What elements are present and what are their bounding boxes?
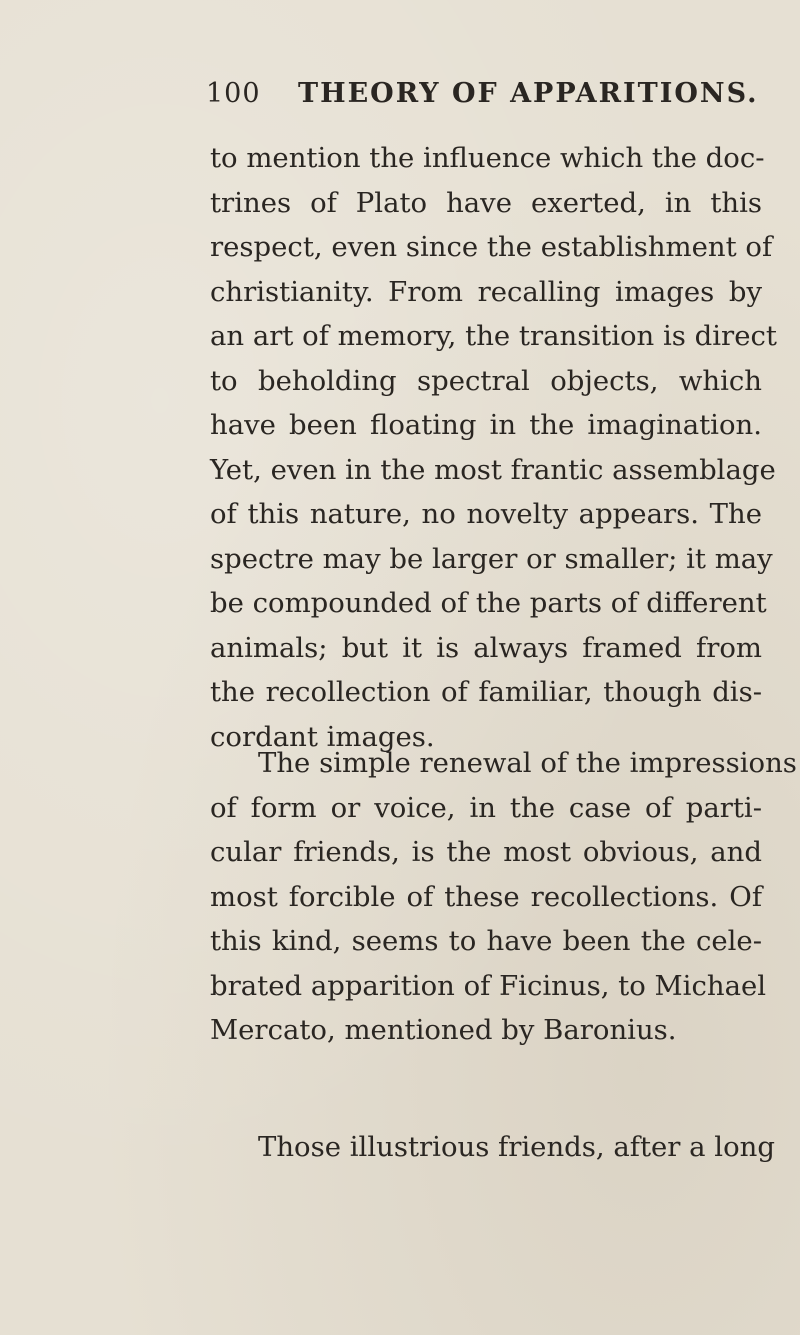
text-line: have been floating in the imagination. xyxy=(210,409,762,441)
paragraph-1 xyxy=(210,136,777,759)
running-head xyxy=(206,78,766,109)
text-line: Those illustrious friends, after a long xyxy=(258,1131,775,1163)
text-line: of form or voice, in the case of parti- xyxy=(210,791,762,824)
text-line: to mention the influence which the doc- xyxy=(210,142,765,174)
text-line: animals; but it is always framed from xyxy=(210,631,762,664)
text-line: cular friends, is the most obvious, and xyxy=(210,836,762,868)
text-line: of this nature, no novelty appears. The xyxy=(210,498,762,530)
page-number: 100 xyxy=(206,78,261,109)
text-line: an art of memory, the transition is direct xyxy=(210,320,777,352)
text-line: Yet, even in the most frantic assemblage xyxy=(210,453,776,486)
paragraph-2 xyxy=(210,741,797,1053)
text-line: to beholding spectral objects, which xyxy=(210,364,762,397)
text-line: most forcible of these recollections. Of xyxy=(210,880,762,913)
text-line: respect, even since the establishment of xyxy=(210,231,773,263)
text-line: spectre may be larger or smaller; it may xyxy=(210,542,773,575)
text-line: be compounded of the parts of different xyxy=(210,587,767,619)
text-line: trines of Plato have exerted, in this xyxy=(210,186,762,219)
text-line: this kind, seems to have been the cele- xyxy=(210,925,762,957)
text-line: the recollection of familiar, though dis- xyxy=(210,676,762,708)
text-line: brated apparition of Ficinus, to Michael xyxy=(210,969,767,1002)
text-line: christianity. From recalling images by xyxy=(210,275,762,308)
paragraph-3 xyxy=(210,1125,775,1170)
text-line: Mercato, mentioned by Baronius. xyxy=(210,1014,677,1046)
running-title: THEORY OF APPARITIONS. xyxy=(298,78,759,109)
text-line: cordant images. xyxy=(210,720,435,753)
text-line: The simple renewal of the impressions xyxy=(258,747,797,779)
